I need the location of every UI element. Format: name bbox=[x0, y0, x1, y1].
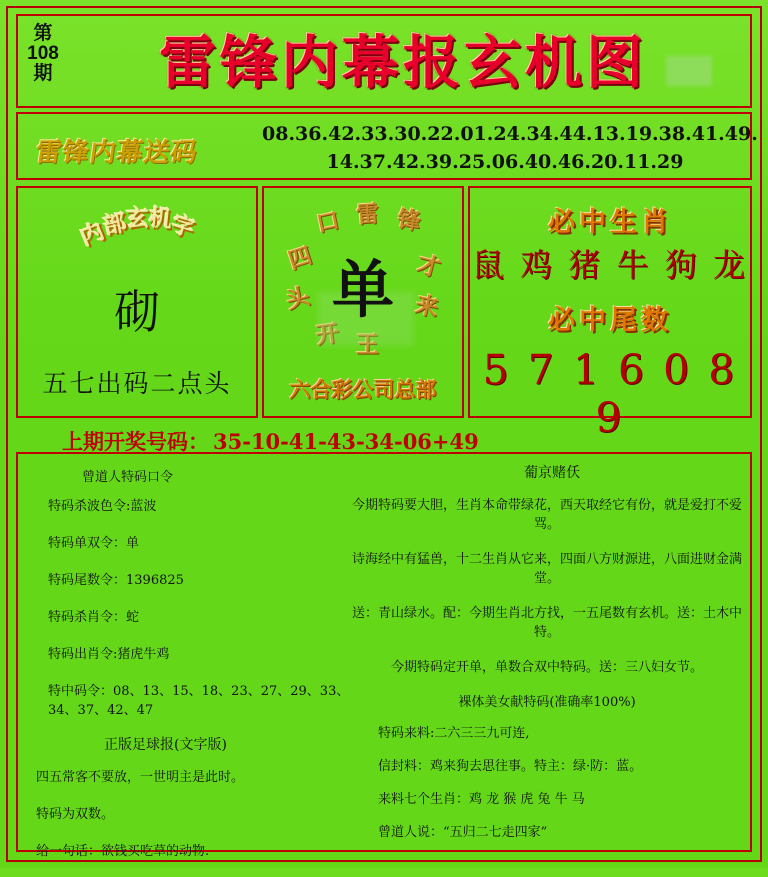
deco-char: 雷 bbox=[355, 200, 381, 229]
code-label: 雷锋内幕送码 bbox=[33, 138, 200, 168]
title-box bbox=[16, 14, 752, 108]
deco-char: 来 bbox=[413, 290, 442, 323]
panel-zodiac-tails bbox=[468, 186, 752, 442]
deco-char: 锋 bbox=[395, 205, 423, 236]
left-line: 特中码令：08、13、15、18、23、27、29、33、34、37、42、47 bbox=[48, 684, 350, 718]
left-paragraph: 特码为双数。 bbox=[36, 807, 115, 822]
left-paragraph: 四五常客不要放，一世明主是此时。 bbox=[36, 770, 245, 785]
right-line: 特码来料:二六三三九可连, bbox=[378, 726, 530, 741]
right-line: 曾道人说：“五归二七走四家” bbox=[378, 825, 548, 840]
bottom-text-box bbox=[16, 452, 752, 859]
left-sub-heading: 正版足球报(文字版) bbox=[104, 737, 227, 753]
last-draw-label: 上期开奖号码： bbox=[62, 429, 209, 454]
panel-mid-bottom-text: 六合彩公司总部 bbox=[289, 377, 437, 402]
right-sub-heading: 裸体美女献特码(准确率100%) bbox=[458, 695, 636, 710]
right-paragraph: 今期特码要大胆，生肖本命带绿花，西天取经它有份，就是爱打不爱骂。 bbox=[351, 498, 742, 532]
zodiac-heading: 必中生肖 bbox=[548, 207, 672, 238]
panel-mid-big-word: 单 bbox=[331, 253, 394, 326]
deco-char: 开 bbox=[314, 319, 342, 350]
right-paragraph: 今期特码定开单，单数合双中特码。送：三八妇女节。 bbox=[390, 660, 703, 675]
panel-left-bottom-text: 五七出码二点头 bbox=[42, 369, 232, 398]
right-line: 来料七个生肖：鸡 龙 猴 虎 兔 牛 马 bbox=[378, 792, 585, 807]
code-line-2: 14.37.42.39.25.06.40.46.20.11.29 bbox=[326, 151, 684, 173]
right-paragraph: 送：青山绿水。配：今期生肖北方找，一五尾数有玄机。送：土木中特。 bbox=[351, 606, 742, 640]
panel-left-arc-title: 内部玄机字 bbox=[76, 203, 198, 252]
code-box bbox=[16, 112, 758, 180]
deco-char: 王 bbox=[356, 331, 379, 358]
left-line: 特码杀波色令:蓝波 bbox=[48, 499, 157, 514]
tails-heading: 必中尾数 bbox=[548, 305, 672, 336]
panel-single-double bbox=[262, 186, 464, 418]
right-title: 葡京赌仸 bbox=[524, 465, 580, 481]
right-paragraph: 诗海经中有猛兽，十二生肖从它来，四面八方财源进，八面进财金满堂。 bbox=[351, 552, 742, 586]
issue-number: 第108期 bbox=[27, 23, 59, 84]
deco-char: 才 bbox=[414, 250, 444, 283]
page-title: 雷锋内幕报玄机图 bbox=[159, 29, 647, 96]
left-line: 特码出肖令:猪虎牛鸡 bbox=[48, 647, 170, 662]
right-column bbox=[348, 458, 746, 854]
panel-left-big-word: 砌 bbox=[114, 285, 160, 339]
title-blur-patch bbox=[666, 56, 712, 86]
left-line: 特码尾数令：1396825 bbox=[48, 573, 184, 588]
left-line: 特码单双令：单 bbox=[48, 536, 140, 551]
left-paragraph: 给一句话：欲钱买吃草的动物. bbox=[36, 844, 210, 859]
deco-char: 头 bbox=[283, 282, 313, 315]
panel-inner-riddle bbox=[16, 186, 258, 418]
right-line: 信封料：鸡来狗去思往事。特主：绿·防：蓝。 bbox=[378, 759, 643, 774]
last-draw-value: 35-10-41-43-34-06+49 bbox=[213, 428, 479, 454]
deco-char: 四 bbox=[285, 242, 316, 275]
code-numbers bbox=[262, 120, 758, 176]
left-heading: 曾道人特码口令 bbox=[82, 470, 174, 485]
deco-char: 口 bbox=[313, 206, 342, 239]
code-line-1: 08.36.42.33.30.22.01.24.34.44.13.19.38.41.49. bbox=[262, 123, 758, 145]
tails-numbers: 5 7 1 6 0 8 9 bbox=[482, 346, 738, 442]
left-column bbox=[30, 462, 350, 877]
left-line: 特码杀肖令：蛇 bbox=[48, 610, 140, 625]
zodiac-list: 鼠 鸡 猪 牛 狗 龙 bbox=[472, 246, 748, 284]
